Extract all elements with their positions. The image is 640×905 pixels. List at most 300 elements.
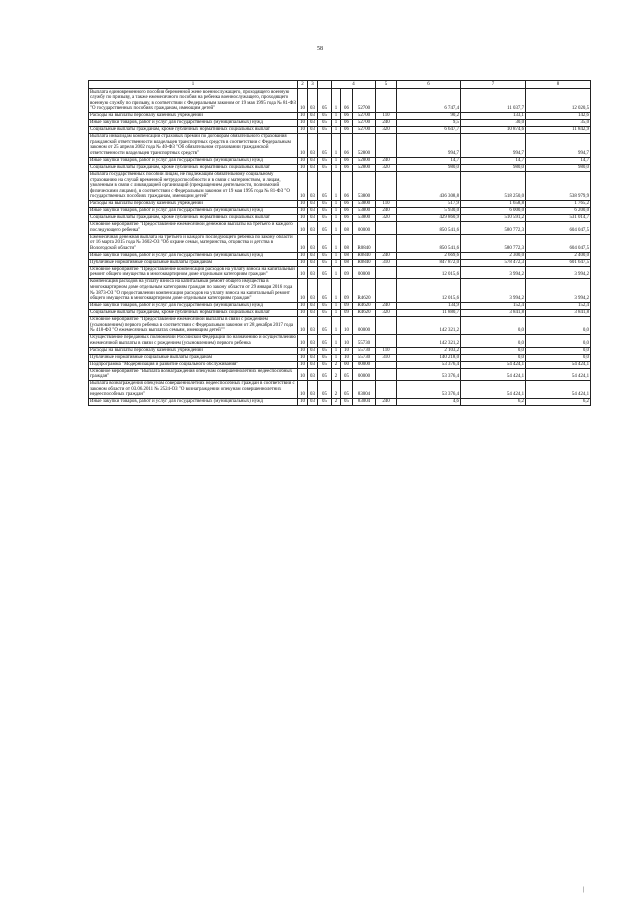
amount-2021: 0,0 bbox=[526, 354, 591, 361]
code-subprogram: 1 bbox=[332, 201, 341, 208]
row-description: Социальные выплаты гражданам, кроме публичных нормативных социальных выплат bbox=[89, 164, 298, 171]
amount-2020: 30,0 bbox=[461, 120, 526, 127]
code-program: 05 bbox=[318, 208, 332, 215]
row-description: Социальные выплаты гражданам, кроме публичных нормативных социальных выплат bbox=[89, 309, 298, 316]
table-row bbox=[89, 309, 591, 316]
table-row bbox=[89, 302, 591, 309]
row-description: Выплата государственных пособий лицам, не подлежащим обязательному социальному страхованию на случай временной нетрудоспособности и в связи с материнством, и лицам, уволенным в связи с ликвидацией организаций (прекращением деятельности, полномочий физическими лицами), в соответствии с Федеральным законом от 19 мая 1995 года № 81-ФЗ "О государственных пособиях гражданам, имеющим детей" bbox=[89, 171, 298, 200]
amount-2019: 994,7 bbox=[397, 134, 461, 158]
code-direction: R0840 bbox=[353, 252, 376, 259]
table-row bbox=[89, 279, 591, 303]
code-expense-type bbox=[376, 221, 397, 234]
column-header: 7 bbox=[461, 81, 526, 89]
code-program: 05 bbox=[318, 120, 332, 127]
table-row bbox=[89, 335, 591, 348]
amount-2020: 3 994,2 bbox=[461, 266, 526, 279]
code-direction: R0840 bbox=[353, 259, 376, 266]
code-program: 05 bbox=[318, 164, 332, 171]
code-expense-type bbox=[376, 335, 397, 348]
code-subprogram: 1 bbox=[332, 234, 341, 252]
code-activity: 06 bbox=[341, 215, 353, 222]
table-row bbox=[89, 368, 591, 381]
amount-2020: 11 037,7 bbox=[461, 89, 526, 113]
code-expense-type: 240 bbox=[376, 120, 397, 127]
code-activity: 09 bbox=[341, 279, 353, 303]
amount-2021: 152,4 bbox=[526, 302, 591, 309]
row-description: Основное мероприятие "Предоставление компенсации расходов на уплату взноса на капитальный ремонт общего имущества в многоквартирном доме отдельным категориям граждан" bbox=[89, 266, 298, 279]
code-program: 05 bbox=[318, 259, 332, 266]
code-expense-type bbox=[376, 234, 397, 252]
row-description: Расходы на выплаты персоналу казенных учреждений bbox=[89, 113, 298, 120]
row-description: Ежемесячная денежная выплата на третьего и каждого последующего ребенка по закону области от 16 марта 2015 года № 3602-ОЗ "Об охране семьи, материнства, отцовства и детства в Вологодской области" bbox=[89, 234, 298, 252]
code-subsection: 03 bbox=[308, 113, 318, 120]
code-program: 05 bbox=[318, 302, 332, 309]
code-section: 10 bbox=[298, 127, 308, 134]
code-section: 10 bbox=[298, 89, 308, 113]
amount-2020: 54 424,1 bbox=[461, 361, 526, 368]
code-activity: 06 bbox=[341, 120, 353, 127]
amount-2019: 2 669,6 bbox=[397, 252, 461, 259]
code-section: 10 bbox=[298, 266, 308, 279]
table-row bbox=[89, 347, 591, 354]
code-subprogram: 1 bbox=[332, 208, 341, 215]
code-activity: 08 bbox=[341, 252, 353, 259]
amount-2020: 2 300,0 bbox=[461, 252, 526, 259]
code-direction: 00000 bbox=[353, 266, 376, 279]
amount-2020: 980,0 bbox=[461, 164, 526, 171]
code-program: 05 bbox=[318, 354, 332, 361]
code-expense-type bbox=[376, 171, 397, 200]
code-expense-type bbox=[376, 134, 397, 158]
code-activity: 06 bbox=[341, 164, 353, 171]
code-section: 10 bbox=[298, 113, 308, 120]
code-program: 05 bbox=[318, 201, 332, 208]
amount-2020: 10 874,6 bbox=[461, 127, 526, 134]
table-row bbox=[89, 381, 591, 399]
amount-2019: 14,7 bbox=[397, 157, 461, 164]
code-program: 05 bbox=[318, 252, 332, 259]
amount-2021: 54 424,1 bbox=[526, 368, 591, 381]
table-row bbox=[89, 157, 591, 164]
code-subsection: 03 bbox=[308, 399, 318, 406]
code-section: 10 bbox=[298, 157, 308, 164]
code-direction: 00000 bbox=[353, 316, 376, 334]
code-section: 10 bbox=[298, 120, 308, 127]
code-expense-type: 240 bbox=[376, 157, 397, 164]
code-subprogram: 1 bbox=[332, 266, 341, 279]
code-activity: 09 bbox=[341, 266, 353, 279]
amount-2019: 4,6 bbox=[397, 399, 461, 406]
table-header-row bbox=[89, 81, 591, 89]
code-subprogram: 1 bbox=[332, 164, 341, 171]
code-activity: 10 bbox=[341, 354, 353, 361]
code-program: 05 bbox=[318, 335, 332, 348]
row-description: Публичные нормативные социальные выплаты гражданам bbox=[89, 259, 298, 266]
amount-2021: 538 979,9 bbox=[526, 171, 591, 200]
code-section: 10 bbox=[298, 252, 308, 259]
amount-2021: 54 424,1 bbox=[526, 361, 591, 368]
code-direction: 55730 bbox=[353, 354, 376, 361]
code-section: 10 bbox=[298, 215, 308, 222]
code-activity: 06 bbox=[341, 89, 353, 113]
code-program: 05 bbox=[318, 215, 332, 222]
table-row bbox=[89, 399, 591, 406]
code-subprogram: 1 bbox=[332, 347, 341, 354]
amount-2021: 604 047,5 bbox=[526, 234, 591, 252]
code-expense-type: 320 bbox=[376, 164, 397, 171]
amount-2020: 0,0 bbox=[461, 316, 526, 334]
code-subprogram: 1 bbox=[332, 252, 341, 259]
code-direction: 00000 bbox=[353, 368, 376, 381]
code-expense-type bbox=[376, 279, 397, 303]
table-row bbox=[89, 252, 591, 259]
row-description: Осуществление переданных полномочий Российской Федерации по назначению и осуществлению ежемесячной выплаты в связи с рождением (усыновлением) первого ребенка bbox=[90, 335, 296, 346]
table-row bbox=[89, 134, 591, 158]
table-row bbox=[89, 266, 591, 279]
code-subsection: 03 bbox=[308, 221, 318, 234]
code-activity: 05 bbox=[341, 381, 353, 399]
table-row bbox=[89, 215, 591, 222]
amount-2021: 11 842,9 bbox=[526, 127, 591, 134]
page-number: 58 bbox=[317, 46, 323, 52]
code-section: 10 bbox=[298, 302, 308, 309]
code-program: 05 bbox=[318, 113, 332, 120]
code-activity: 08 bbox=[341, 221, 353, 234]
code-subprogram: 1 bbox=[332, 171, 341, 200]
table-row bbox=[89, 171, 591, 200]
code-activity: 00 bbox=[341, 361, 353, 368]
code-direction: 52800 bbox=[353, 164, 376, 171]
amount-2020: 133,1 bbox=[461, 113, 526, 120]
code-subsection: 03 bbox=[308, 368, 318, 381]
row-description: Иные закупки товаров, работ и услуг для государственных (муниципальных) нужд bbox=[89, 252, 298, 259]
code-activity: 10 bbox=[341, 347, 353, 354]
code-subsection: 03 bbox=[308, 252, 318, 259]
amount-2020: 580 772,3 bbox=[461, 221, 526, 234]
code-subsection: 03 bbox=[308, 120, 318, 127]
code-subsection: 03 bbox=[308, 201, 318, 208]
code-expense-type: 240 bbox=[376, 208, 397, 215]
table-row bbox=[89, 120, 591, 127]
code-subsection: 03 bbox=[308, 234, 318, 252]
code-section: 10 bbox=[298, 134, 308, 158]
code-subprogram: 1 bbox=[332, 259, 341, 266]
code-subsection: 03 bbox=[308, 127, 318, 134]
amount-2021: 604 047,5 bbox=[526, 221, 591, 234]
code-direction: 53800 bbox=[353, 208, 376, 215]
row-description: Иные закупки товаров, работ и услуг для государственных (муниципальных) нужд bbox=[89, 208, 298, 215]
amount-2019: 53 376,4 bbox=[397, 381, 461, 399]
code-program: 05 bbox=[318, 279, 332, 303]
code-program: 05 bbox=[318, 266, 332, 279]
code-expense-type: 110 bbox=[376, 201, 397, 208]
code-program: 05 bbox=[318, 381, 332, 399]
table-row bbox=[89, 89, 591, 113]
amount-2019: 11 880,7 bbox=[397, 309, 461, 316]
code-section: 10 bbox=[298, 361, 308, 368]
column-header: 6 bbox=[397, 81, 461, 89]
code-subprogram: 2 bbox=[332, 381, 341, 399]
amount-2021: 0,0 bbox=[526, 335, 591, 348]
amount-2020: 510 591,2 bbox=[461, 215, 526, 222]
amount-2019: 847 872,0 bbox=[397, 259, 461, 266]
row-description: Иные закупки товаров, работ и услуг для государственных (муниципальных) нужд bbox=[89, 399, 298, 406]
code-direction: 52700 bbox=[353, 127, 376, 134]
amount-2019: 142 321,2 bbox=[397, 316, 461, 334]
amount-2020: 152,4 bbox=[461, 302, 526, 309]
code-expense-type bbox=[376, 368, 397, 381]
code-subsection: 03 bbox=[308, 316, 318, 334]
code-expense-type bbox=[376, 266, 397, 279]
code-section: 10 bbox=[298, 347, 308, 354]
amount-2020: 54 424,1 bbox=[461, 381, 526, 399]
code-activity: 06 bbox=[341, 171, 353, 200]
code-activity: 10 bbox=[341, 316, 353, 334]
amount-2019: 140 218,0 bbox=[397, 354, 461, 361]
amount-2019: 142 321,2 bbox=[397, 335, 461, 348]
amount-2021: 6,2 bbox=[526, 399, 591, 406]
code-subprogram: 1 bbox=[332, 335, 341, 348]
code-direction: 55730 bbox=[353, 347, 376, 354]
code-expense-type: 240 bbox=[376, 302, 397, 309]
code-program: 05 bbox=[318, 127, 332, 134]
code-section: 10 bbox=[298, 279, 308, 303]
code-subprogram: 2 bbox=[332, 399, 341, 406]
code-subsection: 03 bbox=[308, 302, 318, 309]
code-subsection: 03 bbox=[308, 279, 318, 303]
code-section: 10 bbox=[298, 208, 308, 215]
code-expense-type: 240 bbox=[376, 252, 397, 259]
code-direction: R4620 bbox=[353, 279, 376, 303]
column-header: 3 bbox=[308, 81, 318, 89]
code-subprogram: 1 bbox=[332, 113, 341, 120]
amount-2019: 980,0 bbox=[397, 164, 461, 171]
code-direction: R4620 bbox=[353, 302, 376, 309]
row-description: Публичные нормативные социальные выплаты гражданам bbox=[89, 354, 298, 361]
table-row bbox=[89, 164, 591, 171]
code-subsection: 03 bbox=[308, 335, 318, 348]
row-description: Компенсация расходов на уплату взноса на капитальный ремонт общего имущества в многоквартирном доме отдельным категориям граждан по закону области от 29 января 2016 года № 3873-ОЗ "О предоставлении компенсации расходов на уплату взноса на капитальный ремонт общего имущества в многоквартирном доме отдельным категориям граждан" bbox=[89, 279, 298, 303]
code-program: 05 bbox=[318, 234, 332, 252]
code-section: 10 bbox=[298, 171, 308, 200]
code-subsection: 03 bbox=[308, 89, 318, 113]
code-subprogram: 1 bbox=[332, 134, 341, 158]
table-row bbox=[89, 361, 591, 368]
code-section: 10 bbox=[298, 335, 308, 348]
amount-2021: 142,6 bbox=[526, 113, 591, 120]
amount-2020: 0,0 bbox=[461, 354, 526, 361]
code-activity: 06 bbox=[341, 201, 353, 208]
amount-2020: 578 472,3 bbox=[461, 259, 526, 266]
code-subprogram: 1 bbox=[332, 309, 341, 316]
amount-2020: 6,2 bbox=[461, 399, 526, 406]
code-activity: 06 bbox=[341, 157, 353, 164]
code-section: 10 bbox=[298, 354, 308, 361]
table-row bbox=[89, 316, 591, 334]
code-section: 10 bbox=[298, 399, 308, 406]
code-program: 05 bbox=[318, 316, 332, 334]
code-subsection: 03 bbox=[308, 157, 318, 164]
code-direction: 53800 bbox=[353, 171, 376, 200]
code-expense-type: 110 bbox=[376, 347, 397, 354]
budget-table bbox=[88, 80, 591, 406]
code-activity: 09 bbox=[341, 309, 353, 316]
code-activity: 08 bbox=[341, 234, 353, 252]
code-activity: 05 bbox=[341, 368, 353, 381]
code-subsection: 03 bbox=[308, 354, 318, 361]
amount-2021: 601 647,5 bbox=[526, 259, 591, 266]
code-direction: 52800 bbox=[353, 134, 376, 158]
amount-2021: 1 765,2 bbox=[526, 201, 591, 208]
code-subprogram: 1 bbox=[332, 279, 341, 303]
column-header: 8 bbox=[526, 81, 591, 89]
code-activity: 06 bbox=[341, 113, 353, 120]
code-subsection: 03 bbox=[308, 171, 318, 200]
code-direction: 53800 bbox=[353, 201, 376, 208]
code-activity: 05 bbox=[341, 399, 353, 406]
code-subsection: 03 bbox=[308, 134, 318, 158]
code-direction: 53800 bbox=[353, 215, 376, 222]
code-subprogram: 2 bbox=[332, 368, 341, 381]
amount-2021: 14,7 bbox=[526, 157, 591, 164]
amount-2021: 0,0 bbox=[526, 316, 591, 334]
code-direction: 00000 bbox=[353, 221, 376, 234]
amount-2019: 436 308,8 bbox=[397, 171, 461, 200]
amount-2021: 2 400,0 bbox=[526, 252, 591, 259]
row-description: Социальные выплаты гражданам, кроме публичных нормативных социальных выплат bbox=[89, 127, 298, 134]
code-section: 10 bbox=[298, 234, 308, 252]
amount-2020: 3 841,8 bbox=[461, 309, 526, 316]
code-subprogram: 1 bbox=[332, 89, 341, 113]
amount-2020: 1 658,8 bbox=[461, 201, 526, 208]
code-direction: 52700 bbox=[353, 113, 376, 120]
column-header: 1 bbox=[89, 81, 298, 89]
code-subsection: 03 bbox=[308, 259, 318, 266]
code-section: 10 bbox=[298, 316, 308, 334]
code-activity: 08 bbox=[341, 259, 353, 266]
amount-2021: 6 200,0 bbox=[526, 208, 591, 215]
code-program: 05 bbox=[318, 361, 332, 368]
code-subprogram: 1 bbox=[332, 354, 341, 361]
code-expense-type: 320 bbox=[376, 309, 397, 316]
amount-2020: 6 000,0 bbox=[461, 208, 526, 215]
code-subprogram: 1 bbox=[332, 316, 341, 334]
table-row bbox=[89, 234, 591, 252]
code-subprogram: 1 bbox=[332, 215, 341, 222]
code-subsection: 03 bbox=[308, 215, 318, 222]
row-description: Иные закупки товаров, работ и услуг для государственных (муниципальных) нужд bbox=[89, 157, 298, 164]
amount-2020: 518 250,0 bbox=[461, 171, 526, 200]
code-program: 05 bbox=[318, 347, 332, 354]
code-expense-type: 320 bbox=[376, 127, 397, 134]
amount-2020: 0,0 bbox=[461, 335, 526, 348]
code-subsection: 03 bbox=[308, 347, 318, 354]
code-expense-type bbox=[376, 316, 397, 334]
code-program: 05 bbox=[318, 89, 332, 113]
amount-2019: 12 015,6 bbox=[397, 279, 461, 303]
table-row bbox=[89, 127, 591, 134]
amount-2021: 994,7 bbox=[526, 134, 591, 158]
table-row bbox=[89, 354, 591, 361]
code-direction: 52700 bbox=[353, 120, 376, 127]
code-section: 10 bbox=[298, 259, 308, 266]
code-subprogram: 1 bbox=[332, 120, 341, 127]
code-expense-type: 110 bbox=[376, 113, 397, 120]
amount-2019: 53 376,4 bbox=[397, 368, 461, 381]
amount-2019: 6 647,7 bbox=[397, 127, 461, 134]
table-row bbox=[89, 208, 591, 215]
code-activity: 06 bbox=[341, 208, 353, 215]
code-direction: 83004 bbox=[353, 399, 376, 406]
amount-2021: 35,0 bbox=[526, 120, 591, 127]
code-program: 05 bbox=[318, 171, 332, 200]
code-activity: 06 bbox=[341, 134, 353, 158]
amount-2019: 134,9 bbox=[397, 302, 461, 309]
table-row bbox=[89, 113, 591, 120]
code-subsection: 03 bbox=[308, 266, 318, 279]
row-description: Основное мероприятие "Предоставление ежемесячной выплаты в связи с рождением (усыновлением) первого ребенка в соответствии с Федеральным законом от 28 декабря 2017 года № 418-ФЗ "О ежемесячных выплатах семьям, имеющим детей"" bbox=[89, 316, 298, 334]
code-direction: 55730 bbox=[353, 335, 376, 348]
amount-2020: 0,0 bbox=[461, 347, 526, 354]
code-expense-type bbox=[376, 381, 397, 399]
code-subsection: 03 bbox=[308, 309, 318, 316]
amount-2021: 980,0 bbox=[526, 164, 591, 171]
amount-2019: 53 376,4 bbox=[397, 361, 461, 368]
column-header: 4 bbox=[332, 81, 376, 89]
code-subsection: 03 bbox=[308, 381, 318, 399]
code-direction: R0840 bbox=[353, 234, 376, 252]
code-activity: 10 bbox=[341, 335, 353, 348]
code-section: 10 bbox=[298, 164, 308, 171]
code-subprogram: 1 bbox=[332, 302, 341, 309]
amount-2021: 3 994,2 bbox=[526, 279, 591, 303]
code-activity: 06 bbox=[341, 127, 353, 134]
row-description: Выплата инвалидам компенсаций страховых премий по договорам обязательного страхования гражданской ответственности владельцев транспортных средств в соответствии с Федеральным законом от 25 апреля 2002 года № 40-ФЗ "Об обязательном страховании гражданской ответственности владельцев транспортных средств" bbox=[89, 134, 298, 158]
amount-2020: 54 424,1 bbox=[461, 368, 526, 381]
code-activity: 09 bbox=[341, 302, 353, 309]
code-subprogram: 1 bbox=[332, 221, 341, 234]
column-header: 5 bbox=[376, 81, 397, 89]
code-section: 10 bbox=[298, 309, 308, 316]
code-section: 10 bbox=[298, 381, 308, 399]
row-description: Иные закупки товаров, работ и услуг для государственных (муниципальных) нужд bbox=[89, 120, 298, 127]
amount-2021: 3 994,2 bbox=[526, 266, 591, 279]
code-subprogram: 1 bbox=[332, 157, 341, 164]
amount-2019: 429 860,9 bbox=[397, 215, 461, 222]
amount-2019: 12 015,6 bbox=[397, 266, 461, 279]
amount-2020: 580 772,3 bbox=[461, 234, 526, 252]
amount-2019: 90,2 bbox=[397, 113, 461, 120]
code-section: 10 bbox=[298, 201, 308, 208]
row-description: Социальные выплаты гражданам, кроме публичных нормативных социальных выплат bbox=[89, 215, 298, 222]
amount-2019: 517,9 bbox=[397, 201, 461, 208]
row-description: Подпрограмма "Модернизация и развитие социального обслуживания" bbox=[89, 361, 298, 368]
code-expense-type: 320 bbox=[376, 215, 397, 222]
code-direction: 52800 bbox=[353, 157, 376, 164]
amount-2021: 12 020,5 bbox=[526, 89, 591, 113]
row-description: Расходы на выплаты персоналу казенных учреждений bbox=[89, 347, 298, 354]
row-description: Иные закупки товаров, работ и услуг для государственных (муниципальных) нужд bbox=[89, 302, 298, 309]
amount-2020: 994,7 bbox=[461, 134, 526, 158]
code-expense-type: 310 bbox=[376, 354, 397, 361]
code-direction: 83004 bbox=[353, 381, 376, 399]
table-row bbox=[89, 201, 591, 208]
code-expense-type: 310 bbox=[376, 259, 397, 266]
amount-2020: 14,7 bbox=[461, 157, 526, 164]
code-subsection: 03 bbox=[308, 361, 318, 368]
amount-2020: 3 994,2 bbox=[461, 279, 526, 303]
row-description: Основное мероприятие "Предоставление ежемесячной денежной выплаты на третьего и каждого последующего ребенка" bbox=[89, 221, 298, 234]
